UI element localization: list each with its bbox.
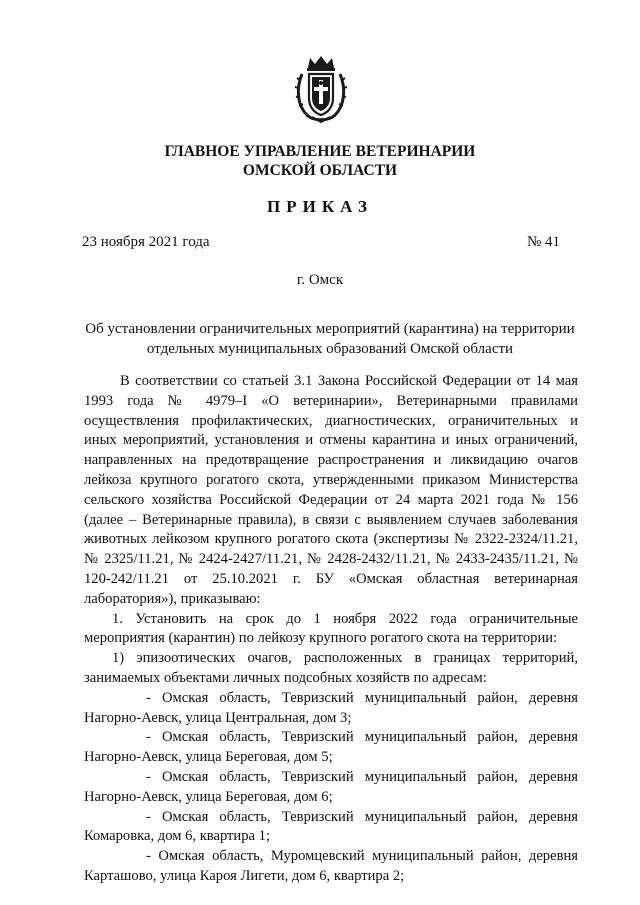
document-subject: [82, 319, 578, 359]
organization-name: [0, 142, 640, 180]
subject-line1: Об установлении ограничительных мероприятий (карантина) на территории: [85, 321, 575, 337]
address-item: - Омская область, Тевризский муниципальный район, деревня Нагорно-Аевск, улица Береговая, дом 5;: [84, 729, 578, 766]
clause-1: 1. Установить на срок до 1 ноября 2022 года ограничительные мероприятия (карантин) по лейкозу крупного рогатого скота на территории:: [84, 610, 578, 647]
address-item: - Омская область, Тевризский муниципальный район, деревня Комаровка, дом 6, квартира 1;: [84, 808, 578, 845]
organization-name-line2: ОМСКОЙ ОБЛАСТИ: [242, 162, 398, 179]
clause-1-subitem-1: 1) эпизоотических очагов, расположенных в границах территорий, занимаемых объектами личных подсобных хозяйств по адресам:: [84, 650, 578, 686]
preamble-paragraph: В соответствии со статьей 3.1 Закона Российской Федерации от 14 мая 1993 года № 4979–I «О ветеринарии», Ветеринарными правилами осуществления профилактических, диагностических, ограничительных и иных мероприятий, установления и отмены карантина и иных ограничений, направленных на предотвращение распространения и ликвидацию очагов лейкоза крупного рогатого скота, утвержденными приказом Министерства сельского хозяйства Российской Федерации от 24 марта 2021 года № 156 (далее – Ветеринарные правила), в связи с выявлением случаев заболевания животных лейкозом крупного рогатого скота (экспертизы № 2322-2324/11.21, № 2325/11.21, № 2424-2427/11.21, № 2428-2432/11.21, № 2433-2435/11.21, № 120-242/11.21 от 25.10.2021 г. БУ «Омская областная ветеринарная лаборатория»), приказываю:: [84, 373, 578, 607]
document-number: № 41: [526, 234, 560, 250]
document-city: г. Омск: [296, 272, 344, 288]
document-date: 23 ноября 2021 года: [82, 234, 210, 250]
address-item: - Омская область, Тевризский муниципальный район, деревня Нагорно-Аевск, улица Центральная, дом 3;: [84, 689, 578, 726]
address-item: - Омская область, Муромцевский муниципальный район, деревня Карташово, улица Кароя Лигети, дом 6, квартира 2;: [84, 848, 578, 884]
organization-name-line1: ГЛАВНОЕ УПРАВЛЕНИЕ ВЕТЕРИНАРИИ: [164, 143, 476, 160]
document-body: [84, 372, 578, 887]
document-type: ПРИКАЗ: [267, 197, 373, 216]
coat-of-arms-icon: [294, 54, 348, 124]
subject-line2: отдельных муниципальных образований Омской области: [146, 341, 514, 357]
address-item: - Омская область, Тевризский муниципальный район, деревня Нагорно-Аевск, улица Береговая, дом 6;: [84, 768, 578, 805]
